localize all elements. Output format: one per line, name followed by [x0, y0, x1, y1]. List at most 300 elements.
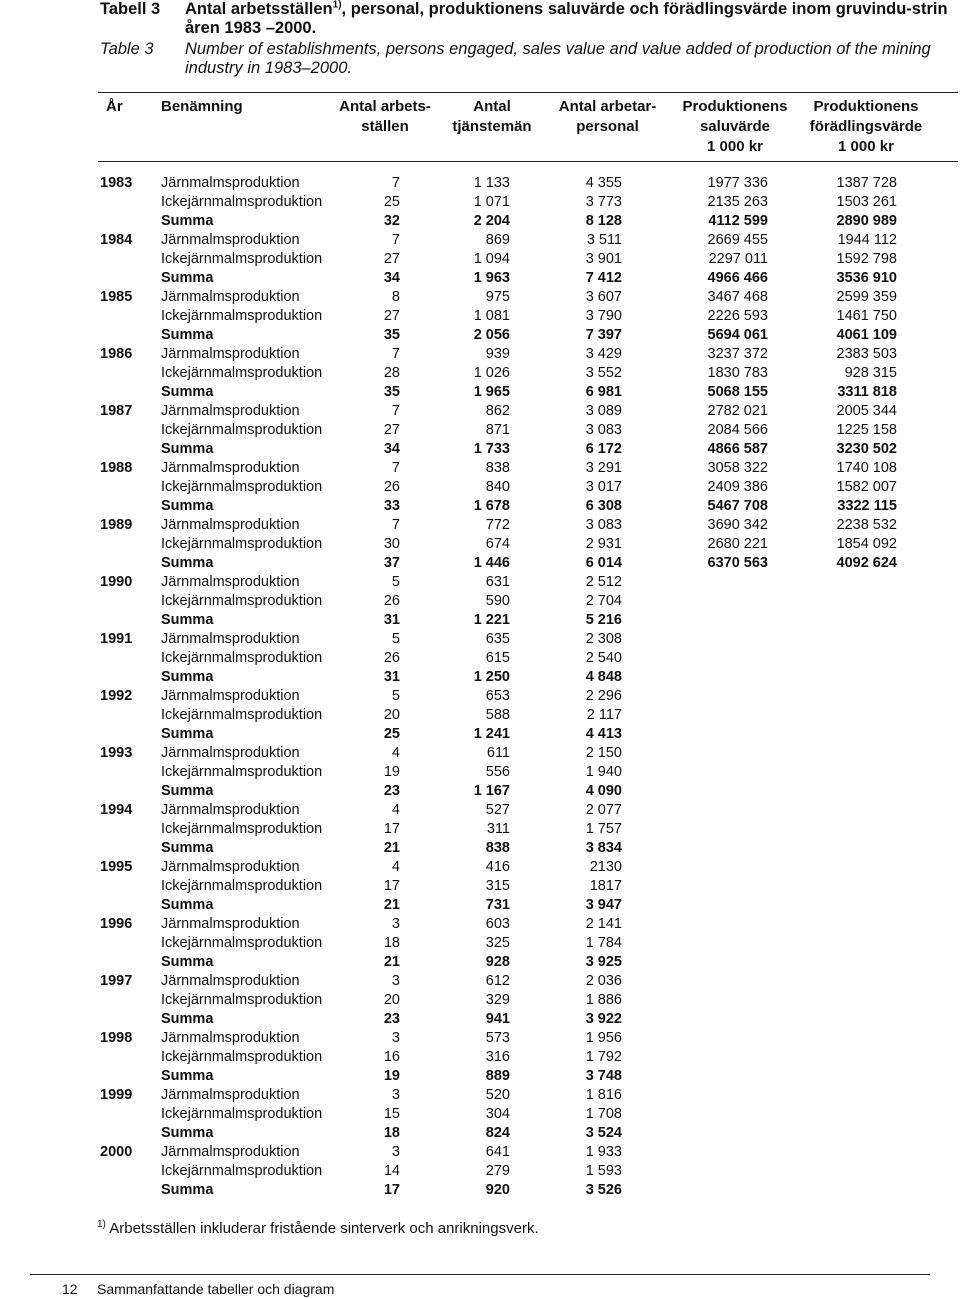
table-row	[0, 269, 960, 288]
row-workers: 1 708	[585, 1106, 622, 1122]
row-establishments: 31	[383, 612, 400, 628]
row-sales-value: 5068 155	[707, 384, 768, 400]
header-bottom-rule	[98, 161, 958, 162]
row-establishments: 19	[383, 764, 400, 780]
row-value-added: 1387 728	[836, 175, 897, 191]
row-name: Summa	[161, 726, 214, 742]
row-name: Summa	[161, 384, 214, 400]
row-year: 1999	[100, 1087, 133, 1103]
row-year: 1997	[100, 973, 133, 989]
row-establishments: 5	[391, 574, 400, 590]
row-establishments: 23	[383, 783, 400, 799]
table-row	[0, 1181, 960, 1200]
row-salaried: 1 094	[473, 251, 510, 267]
row-establishments: 35	[383, 384, 400, 400]
row-name: Järnmalmsproduktion	[161, 1144, 300, 1160]
row-sales-value: 5694 061	[707, 327, 768, 343]
table-row	[0, 1086, 960, 1105]
row-establishments: 16	[383, 1049, 400, 1065]
row-year: 1985	[100, 289, 133, 305]
row-establishments: 8	[391, 289, 400, 305]
row-name: Ickejärnmalmsproduktion	[161, 707, 323, 723]
row-name: Summa	[161, 897, 214, 913]
row-workers: 1 816	[585, 1087, 622, 1103]
row-establishments: 35	[383, 327, 400, 343]
row-workers: 1 956	[585, 1030, 622, 1046]
row-establishments: 28	[383, 365, 400, 381]
table-row	[0, 1067, 960, 1086]
row-name: Järnmalmsproduktion	[161, 232, 300, 248]
row-establishments: 34	[383, 441, 400, 457]
row-year: 1992	[100, 688, 133, 704]
table-row	[0, 326, 960, 345]
row-workers: 2 704	[585, 593, 622, 609]
row-name: Ickejärnmalmsproduktion	[161, 479, 323, 495]
row-name: Ickejärnmalmsproduktion	[161, 365, 323, 381]
row-name: Järnmalmsproduktion	[161, 175, 300, 191]
row-workers: 2 117	[586, 707, 622, 723]
row-sales-value: 2084 566	[707, 422, 768, 438]
row-workers: 6 172	[585, 441, 622, 457]
row-sales-value: 1830 783	[707, 365, 768, 381]
row-establishments: 30	[383, 536, 400, 552]
table-row	[0, 250, 960, 269]
row-name: Järnmalmsproduktion	[161, 859, 300, 875]
row-name: Järnmalmsproduktion	[161, 574, 300, 590]
row-workers: 6 014	[585, 555, 622, 571]
row-name: Ickejärnmalmsproduktion	[161, 536, 323, 552]
row-salaried: 641	[485, 1144, 510, 1160]
footer-section-title: Sammanfattande tabeller och diagram	[97, 1281, 335, 1297]
row-salaried: 573	[485, 1030, 510, 1046]
row-workers: 3 291	[585, 460, 622, 476]
row-salaried: 329	[485, 992, 510, 1008]
table-row	[0, 288, 960, 307]
row-establishments: 3	[391, 1087, 400, 1103]
row-establishments: 17	[383, 878, 400, 894]
row-salaried: 1 963	[473, 270, 510, 286]
table-row	[0, 459, 960, 478]
table-row	[0, 364, 960, 383]
row-workers: 3 511	[586, 232, 622, 248]
row-workers: 3 922	[585, 1011, 622, 1027]
row-salaried: 612	[485, 973, 510, 989]
row-name: Summa	[161, 498, 214, 514]
header-value-added	[802, 97, 930, 157]
header-name-text: Benämning	[161, 98, 243, 115]
row-salaried: 1 071	[473, 194, 510, 210]
row-salaried: 1 081	[473, 308, 510, 324]
row-name: Järnmalmsproduktion	[161, 802, 300, 818]
row-value-added: 2383 503	[836, 346, 897, 362]
row-salaried: 824	[485, 1125, 510, 1141]
row-establishments: 23	[383, 1011, 400, 1027]
table-row	[0, 725, 960, 744]
row-name: Ickejärnmalmsproduktion	[161, 878, 323, 894]
header-sal-line2: saluvärde	[699, 118, 771, 135]
table-row	[0, 592, 960, 611]
row-workers: 3 607	[585, 289, 622, 305]
row-workers: 3 790	[585, 308, 622, 324]
header-year	[106, 97, 123, 117]
row-name: Ickejärnmalmsproduktion	[161, 1163, 323, 1179]
row-name: Summa	[161, 840, 214, 856]
row-establishments: 25	[383, 726, 400, 742]
row-establishments: 17	[383, 821, 400, 837]
row-salaried: 653	[485, 688, 510, 704]
header-arb-line1: Antal arbetar-	[558, 98, 657, 115]
row-year: 1996	[100, 916, 133, 932]
table-row	[0, 649, 960, 668]
row-establishments: 4	[391, 859, 400, 875]
table-row	[0, 345, 960, 364]
row-workers: 2 308	[585, 631, 622, 647]
page-number: 12	[62, 1281, 78, 1297]
row-year: 1987	[100, 403, 133, 419]
row-value-added: 928 315	[844, 365, 897, 381]
row-name: Järnmalmsproduktion	[161, 346, 300, 362]
row-establishments: 26	[383, 593, 400, 609]
table-row	[0, 1029, 960, 1048]
row-salaried: 889	[485, 1068, 510, 1084]
row-salaried: 588	[485, 707, 510, 723]
row-sales-value: 2297 011	[708, 251, 768, 267]
row-workers: 7 397	[585, 327, 622, 343]
row-salaried: 611	[486, 745, 510, 761]
footnote-mark: 1)	[97, 1219, 106, 1230]
table-row	[0, 839, 960, 858]
row-name: Summa	[161, 270, 214, 286]
row-workers: 3 748	[585, 1068, 622, 1084]
row-establishments: 21	[383, 954, 400, 970]
row-sales-value: 4866 587	[707, 441, 768, 457]
header-top-rule	[98, 92, 958, 93]
row-sales-value: 2226 593	[707, 308, 768, 324]
row-name: Ickejärnmalmsproduktion	[161, 194, 323, 210]
row-name: Summa	[161, 213, 214, 229]
row-salaried: 304	[485, 1106, 510, 1122]
row-workers: 4 090	[585, 783, 622, 799]
row-name: Järnmalmsproduktion	[161, 973, 300, 989]
row-name: Järnmalmsproduktion	[161, 1087, 300, 1103]
row-year: 1984	[100, 232, 133, 248]
header-establishments	[320, 97, 450, 137]
row-establishments: 7	[391, 517, 400, 533]
row-workers: 2 296	[585, 688, 622, 704]
table-row	[0, 440, 960, 459]
row-establishments: 31	[383, 669, 400, 685]
row-value-added: 2005 344	[836, 403, 897, 419]
row-workers: 3 083	[585, 517, 622, 533]
row-name: Summa	[161, 1068, 214, 1084]
table-row	[0, 1124, 960, 1143]
footer-rule	[30, 1274, 930, 1275]
row-workers: 2130	[589, 859, 622, 875]
row-value-added: 1944 112	[837, 232, 897, 248]
table-row	[0, 212, 960, 231]
row-value-added: 1740 108	[836, 460, 897, 476]
row-workers: 7 412	[585, 270, 622, 286]
row-establishments: 7	[391, 403, 400, 419]
row-value-added: 2238 532	[836, 517, 897, 533]
row-year: 1990	[100, 574, 133, 590]
row-name: Summa	[161, 612, 214, 628]
row-establishments: 20	[383, 707, 400, 723]
row-sales-value: 2680 221	[707, 536, 768, 552]
row-name: Summa	[161, 327, 214, 343]
row-name: Järnmalmsproduktion	[161, 631, 300, 647]
row-value-added: 3311 818	[837, 384, 897, 400]
row-name: Ickejärnmalmsproduktion	[161, 1049, 323, 1065]
table-row	[0, 953, 960, 972]
header-name	[161, 97, 243, 117]
row-workers: 3 524	[585, 1125, 622, 1141]
row-name: Järnmalmsproduktion	[161, 460, 300, 476]
row-workers: 2 931	[585, 536, 622, 552]
row-workers: 3 901	[585, 251, 622, 267]
table-row	[0, 991, 960, 1010]
header-workers	[545, 97, 670, 137]
row-value-added: 3230 502	[836, 441, 897, 457]
row-value-added: 1503 261	[836, 194, 897, 210]
table-title-sv	[185, 0, 950, 38]
table-row	[0, 174, 960, 193]
table-row	[0, 896, 960, 915]
row-salaried: 975	[485, 289, 510, 305]
row-name: Ickejärnmalmsproduktion	[161, 935, 323, 951]
row-salaried: 674	[485, 536, 510, 552]
row-establishments: 3	[391, 973, 400, 989]
row-salaried: 603	[485, 916, 510, 932]
footnote-marker: 1)	[332, 0, 342, 11]
table-row	[0, 744, 960, 763]
row-workers: 4 848	[585, 669, 622, 685]
table-row	[0, 801, 960, 820]
row-establishments: 27	[383, 308, 400, 324]
row-salaried: 1 026	[473, 365, 510, 381]
row-name: Ickejärnmalmsproduktion	[161, 1106, 323, 1122]
row-name: Ickejärnmalmsproduktion	[161, 821, 323, 837]
row-value-added: 2599 359	[836, 289, 897, 305]
row-sales-value: 3467 468	[707, 289, 768, 305]
row-workers: 3 429	[585, 346, 622, 362]
row-name: Järnmalmsproduktion	[161, 745, 300, 761]
table-row	[0, 858, 960, 877]
row-year: 1994	[100, 802, 133, 818]
row-workers: 2 036	[585, 973, 622, 989]
row-sales-value: 2409 386	[707, 479, 768, 495]
header-sal-line1: Produktionens	[682, 98, 788, 115]
table-row	[0, 820, 960, 839]
row-salaried: 635	[485, 631, 510, 647]
row-sales-value: 3690 342	[707, 517, 768, 533]
table-row	[0, 554, 960, 573]
title-sv-main: Antal arbetsställen	[185, 0, 333, 18]
row-sales-value: 3237 372	[707, 346, 768, 362]
row-establishments: 18	[383, 935, 400, 951]
row-value-added: 1225 158	[836, 422, 897, 438]
row-establishments: 33	[383, 498, 400, 514]
title-sv-rest: , personal, produktionens saluvärde och förädlingsvärde inom gruvindu-strin åren 1983 –2000.	[185, 0, 948, 37]
row-salaried: 871	[485, 422, 510, 438]
row-workers: 1 757	[585, 821, 622, 837]
table-row	[0, 782, 960, 801]
row-name: Summa	[161, 441, 214, 457]
row-value-added: 1461 750	[836, 308, 897, 324]
header-sal-unit: 1 000 kr	[707, 138, 763, 155]
row-salaried: 1 733	[473, 441, 510, 457]
row-establishments: 37	[383, 555, 400, 571]
row-establishments: 4	[391, 802, 400, 818]
row-sales-value: 4966 466	[707, 270, 768, 286]
table-row	[0, 535, 960, 554]
row-salaried: 941	[485, 1011, 510, 1027]
row-name: Ickejärnmalmsproduktion	[161, 992, 323, 1008]
row-value-added: 4061 109	[836, 327, 897, 343]
row-workers: 1817	[589, 878, 622, 894]
row-salaried: 416	[485, 859, 510, 875]
row-name: Ickejärnmalmsproduktion	[161, 422, 323, 438]
row-workers: 3 552	[585, 365, 622, 381]
row-establishments: 18	[383, 1125, 400, 1141]
row-salaried: 590	[485, 593, 510, 609]
row-salaried: 315	[485, 878, 510, 894]
row-establishments: 7	[391, 175, 400, 191]
row-name: Järnmalmsproduktion	[161, 688, 300, 704]
row-name: Ickejärnmalmsproduktion	[161, 251, 323, 267]
row-establishments: 17	[383, 1182, 400, 1198]
row-establishments: 21	[383, 840, 400, 856]
row-establishments: 21	[383, 897, 400, 913]
row-workers: 1 593	[585, 1163, 622, 1179]
row-workers: 6 308	[585, 498, 622, 514]
table-row	[0, 877, 960, 896]
row-salaried: 615	[485, 650, 510, 666]
row-establishments: 5	[391, 688, 400, 704]
table-label-en: Table 3	[100, 40, 154, 58]
row-value-added: 1592 798	[836, 251, 897, 267]
header-est-line2: ställen	[361, 118, 409, 135]
table-row	[0, 1143, 960, 1162]
row-establishments: 25	[383, 194, 400, 210]
table-row	[0, 915, 960, 934]
row-establishments: 7	[391, 232, 400, 248]
row-sales-value: 2669 455	[707, 232, 768, 248]
table-row	[0, 193, 960, 212]
row-salaried: 316	[485, 1049, 510, 1065]
row-value-added: 4092 624	[836, 555, 897, 571]
row-sales-value: 5467 708	[707, 498, 768, 514]
row-salaried: 1 133	[473, 175, 510, 191]
row-name: Summa	[161, 1125, 214, 1141]
row-salaried: 1 241	[473, 726, 510, 742]
row-establishments: 20	[383, 992, 400, 1008]
row-value-added: 1582 007	[836, 479, 897, 495]
row-establishments: 5	[391, 631, 400, 647]
table-title-en: Number of establishments, persons engaged, sales value and value added of production of the mining industry in 1983–2000.	[185, 40, 931, 77]
row-establishments: 34	[383, 270, 400, 286]
row-name: Järnmalmsproduktion	[161, 916, 300, 932]
row-establishments: 3	[391, 1144, 400, 1160]
row-establishments: 26	[383, 479, 400, 495]
row-name: Ickejärnmalmsproduktion	[161, 308, 323, 324]
row-name: Summa	[161, 1011, 214, 1027]
row-salaried: 838	[485, 460, 510, 476]
row-year: 1995	[100, 859, 133, 875]
row-workers: 2 077	[585, 802, 622, 818]
row-sales-value: 3058 322	[707, 460, 768, 476]
header-sales-value	[675, 97, 795, 157]
table-row	[0, 231, 960, 250]
row-establishments: 4	[391, 745, 400, 761]
row-workers: 4 413	[585, 726, 622, 742]
table-label-sv: Tabell 3	[100, 0, 161, 18]
row-workers: 3 925	[585, 954, 622, 970]
row-year: 1988	[100, 460, 133, 476]
row-salaried: 928	[485, 954, 510, 970]
row-salaried: 520	[485, 1087, 510, 1103]
row-workers: 6 981	[585, 384, 622, 400]
row-workers: 2 141	[585, 916, 622, 932]
header-arb-line2: personal	[576, 118, 639, 135]
row-year: 1993	[100, 745, 133, 761]
table-row	[0, 934, 960, 953]
row-salaried: 279	[485, 1163, 510, 1179]
row-value-added: 2890 989	[836, 213, 897, 229]
table-row	[0, 497, 960, 516]
row-sales-value: 6370 563	[707, 555, 768, 571]
row-workers: 4 355	[585, 175, 622, 191]
row-year: 1983	[100, 175, 133, 191]
row-salaried: 840	[485, 479, 510, 495]
row-name: Järnmalmsproduktion	[161, 403, 300, 419]
row-establishments: 7	[391, 460, 400, 476]
row-workers: 3 947	[585, 897, 622, 913]
table-row	[0, 1010, 960, 1029]
row-name: Järnmalmsproduktion	[161, 517, 300, 533]
row-name: Ickejärnmalmsproduktion	[161, 764, 323, 780]
table-row	[0, 763, 960, 782]
row-workers: 3 083	[585, 422, 622, 438]
row-salaried: 325	[485, 935, 510, 951]
row-workers: 5 216	[585, 612, 622, 628]
row-salaried: 862	[485, 403, 510, 419]
header-fv-line2: förädlingsvärde	[809, 118, 923, 135]
row-establishments: 26	[383, 650, 400, 666]
row-workers: 3 089	[585, 403, 622, 419]
row-salaried: 1 965	[473, 384, 510, 400]
row-name: Ickejärnmalmsproduktion	[161, 650, 323, 666]
row-name: Summa	[161, 669, 214, 685]
row-sales-value: 4112 599	[708, 213, 768, 229]
row-salaried: 920	[485, 1182, 510, 1198]
row-workers: 3 773	[585, 194, 622, 210]
row-establishments: 3	[391, 1030, 400, 1046]
header-fv-line1: Produktionens	[813, 98, 919, 115]
row-name: Ickejärnmalmsproduktion	[161, 593, 323, 609]
row-establishments: 32	[383, 213, 400, 229]
row-value-added: 3322 115	[837, 498, 897, 514]
table-body	[0, 174, 960, 1200]
header-est-line1: Antal arbets-	[339, 98, 431, 115]
table-row	[0, 1048, 960, 1067]
row-sales-value: 1977 336	[707, 175, 768, 191]
footnote-text: Arbetsställen inkluderar fristående sinterverk och anrikningsverk.	[105, 1220, 539, 1237]
row-salaried: 2 056	[473, 327, 510, 343]
row-salaried: 1 221	[473, 612, 510, 628]
row-value-added: 1854 092	[836, 536, 897, 552]
row-workers: 2 540	[585, 650, 622, 666]
